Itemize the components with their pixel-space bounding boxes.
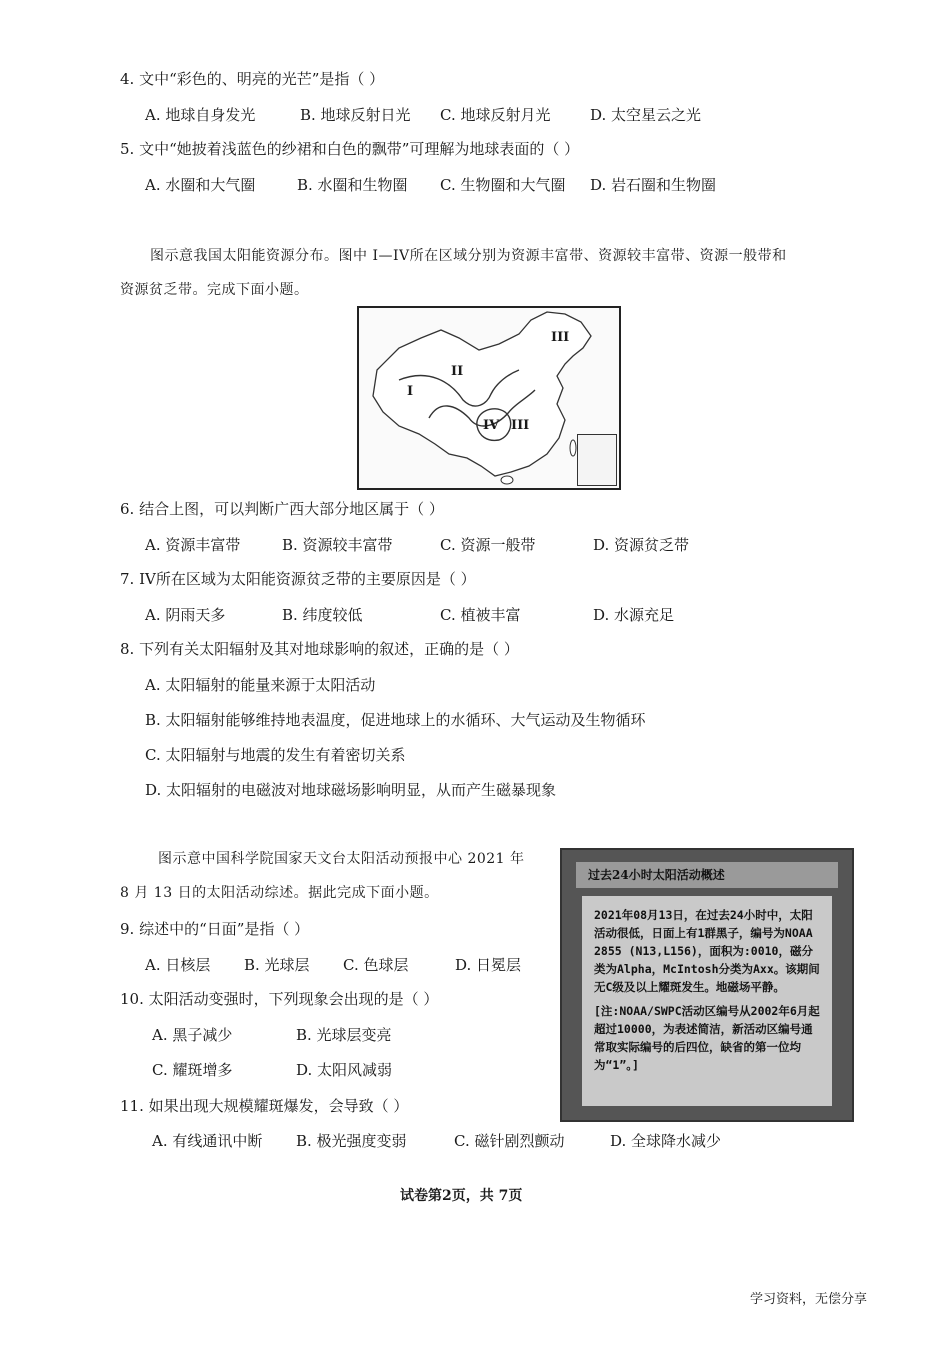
question-10-stem: 10. 太阳活动变强时，下列现象会出现的是（ ）	[120, 990, 439, 1008]
question-5-stem: 5. 文中“她披着浅蓝色的纱裙和白色的飘带”可理解为地球表面的（ ）	[120, 140, 580, 158]
question-11-option-d: D. 全球降水减少	[610, 1132, 722, 1150]
question-11-option-a: A. 有线通讯中断	[152, 1132, 263, 1150]
question-7-option-d: D. 水源充足	[593, 606, 675, 624]
solar-summary-title: 过去24小时太阳活动概述	[576, 862, 838, 888]
question-8-option-b: B. 太阳辐射能够维持地表温度，促进地球上的水循环、大气运动及生物循环	[145, 711, 646, 729]
question-6-option-b: B. 资源较丰富带	[282, 536, 393, 554]
map-label-zone-1: I	[407, 384, 414, 399]
question-4-option-a: A. 地球自身发光	[145, 106, 256, 124]
question-7-option-b: B. 纬度较低	[282, 606, 363, 624]
intro-solar-activity-line1: 图示意中国科学院国家天文台太阳活动预报中心 2021 年	[158, 851, 525, 867]
question-5-option-d: D. 岩石圈和生物圈	[590, 176, 717, 194]
question-6-stem: 6. 结合上图，可以判断广西大部分地区属于（ ）	[120, 500, 444, 518]
question-4-option-c: C. 地球反射月光	[440, 106, 551, 124]
map-label-zone-3-north: III	[551, 330, 570, 345]
question-9-stem: 9. 综述中的“日面”是指（ ）	[120, 920, 310, 938]
question-8-option-d: D. 太阳辐射的电磁波对地球磁场影响明显，从而产生磁暴现象	[145, 781, 557, 799]
question-5-option-a: A. 水圈和大气圈	[145, 176, 256, 194]
question-6-option-c: C. 资源一般带	[440, 536, 536, 554]
solar-summary-body	[582, 896, 832, 1106]
question-9-option-b: B. 光球层	[244, 956, 310, 974]
solar-summary-paragraph-1: 2021年08月13日，在过去24小时中，太阳活动很低，日面上有1群黑子，编号为NOAA 2855 (N13,L156)，面积为:0010，磁分类为Alpha，McIntosh分类为Axx。该期间无C级及以上耀斑发生。地磁场平静。	[594, 908, 820, 994]
solar-activity-summary-panel	[560, 848, 854, 1122]
map-label-zone-4: IV	[483, 418, 500, 433]
question-6-option-a: A. 资源丰富带	[145, 536, 241, 554]
question-11-stem: 11. 如果出现大规模耀斑爆发，会导致（ ）	[120, 1097, 409, 1115]
question-11-option-c: C. 磁针剧烈颤动	[454, 1132, 565, 1150]
taiwan-island	[570, 440, 576, 456]
south-china-sea-inset	[577, 434, 617, 486]
question-11-option-b: B. 极光强度变弱	[296, 1132, 407, 1150]
question-10-option-a: A. 黑子减少	[152, 1026, 233, 1044]
question-5-option-b: B. 水圈和生物圈	[297, 176, 408, 194]
question-8-option-a: A. 太阳辐射的能量来源于太阳活动	[145, 676, 376, 694]
question-7-stem: 7. IV所在区域为太阳能资源贫乏带的主要原因是（ ）	[120, 570, 476, 588]
question-8-option-c: C. 太阳辐射与地震的发生有着密切关系	[145, 746, 406, 764]
map-label-zone-2: II	[451, 364, 464, 379]
question-10-option-d: D. 太阳风减弱	[296, 1061, 393, 1079]
question-8-stem: 8. 下列有关太阳辐射及其对地球影响的叙述，正确的是（ ）	[120, 640, 519, 658]
question-4-option-b: B. 地球反射日光	[300, 106, 411, 124]
question-10-option-c: C. 耀斑增多	[152, 1061, 233, 1079]
question-4-stem: 4. 文中“彩色的、明亮的光芒”是指（ ）	[120, 70, 385, 88]
question-7-option-a: A. 阴雨天多	[145, 606, 226, 624]
question-10-option-b: B. 光球层变亮	[296, 1026, 392, 1044]
intro-solar-map-line2: 资源贫乏带。完成下面小题。	[120, 282, 309, 298]
solar-summary-paragraph-2: [注:NOAA/SWPC活动区编号从2002年6月起超过10000，为表述简洁，新活动区编号通常取实际编号的后四位，缺省的第一位均为“1”。]	[594, 1004, 820, 1072]
question-9-option-a: A. 日核层	[145, 956, 211, 974]
hainan-island	[501, 476, 513, 484]
share-watermark: 学习资料，无偿分享	[750, 1292, 868, 1307]
map-label-zone-3-south: III	[511, 418, 530, 433]
question-5-option-c: C. 生物圈和大气圈	[440, 176, 566, 194]
china-solar-resource-map	[357, 306, 621, 490]
page-footer: 试卷第2页，共 7页	[400, 1188, 523, 1204]
question-9-option-c: C. 色球层	[343, 956, 409, 974]
question-9-option-d: D. 日冕层	[455, 956, 522, 974]
question-7-option-c: C. 植被丰富	[440, 606, 521, 624]
question-6-option-d: D. 资源贫乏带	[593, 536, 690, 554]
question-4-option-d: D. 太空星云之光	[590, 106, 702, 124]
intro-solar-activity-line2: 8 月 13 日的太阳活动综述。据此完成下面小题。	[120, 885, 439, 901]
intro-solar-map-line1: 图示意我国太阳能资源分布。图中 I—IV所在区域分别为资源丰富带、资源较丰富带、资源一般带和	[150, 248, 787, 264]
